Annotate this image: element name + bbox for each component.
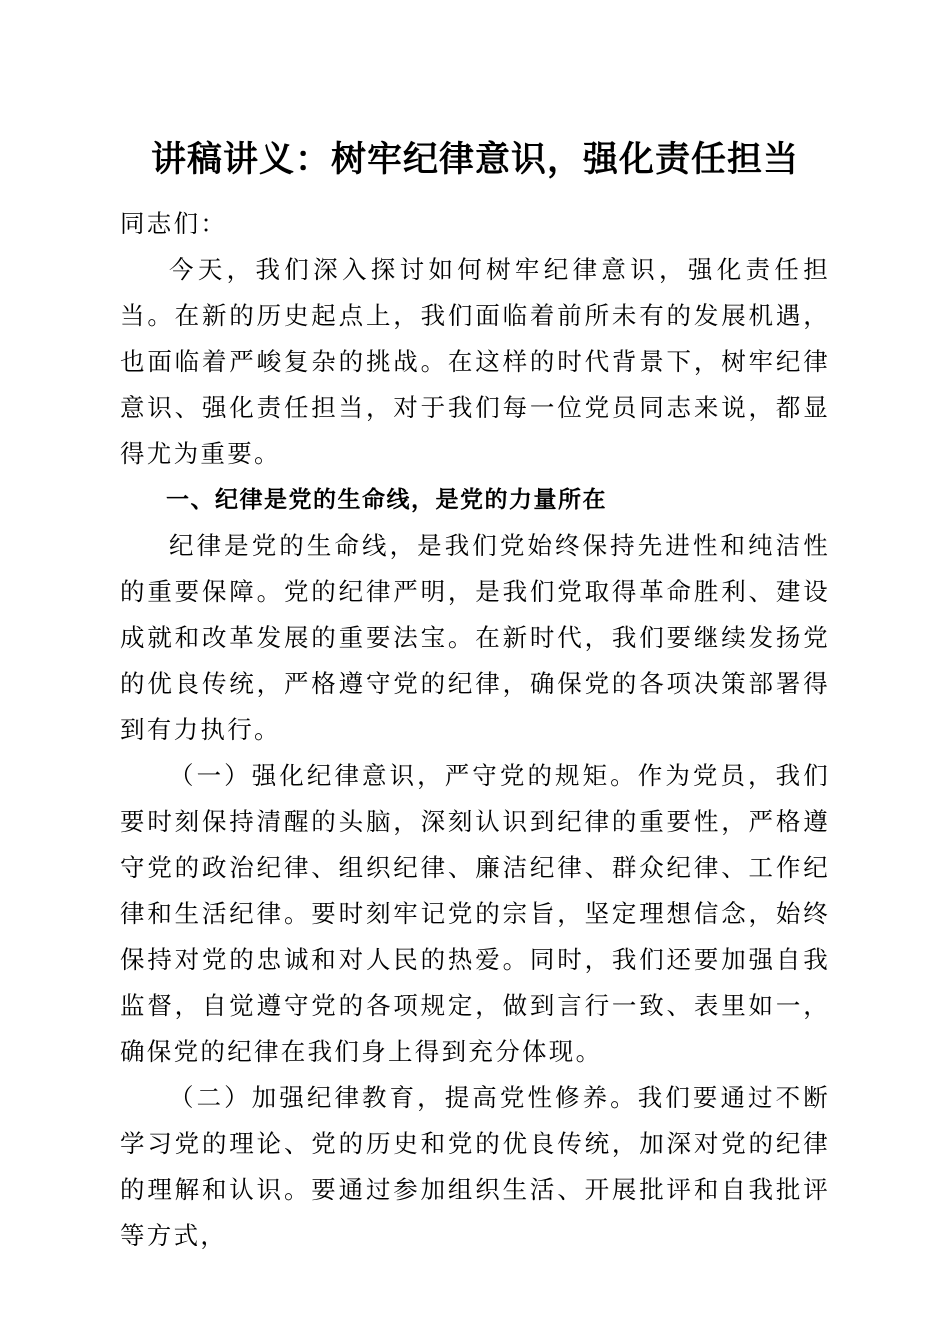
subsection-1-body: 作为党员，我们要时刻保持清醒的头脑，深刻认识到纪律的重要性，严格遵守党的政治纪律、组织纪律、廉洁纪律、群众纪律、工作纪律和生活纪律。要时刻牢记党的宗旨，坚定理想信念，始终保持对党的忠诚和对人民的热爱。同时，我们还要加强自我监督，自觉遵守党的各项规定，做到言行一致、表里如一，确保党的纪律在我们身上得到充分体现。 xyxy=(120,761,830,1066)
document-title: 讲稿讲义：树牢纪律意识，强化责任担当 xyxy=(150,139,799,180)
document-body xyxy=(120,201,830,1259)
subsection-1-lead: （一）强化纪律意识，严守党的规矩。 xyxy=(169,761,638,790)
section-heading-1: 一、纪律是党的生命线，是党的力量所在 xyxy=(166,487,607,513)
salutation: 同志们： xyxy=(120,209,228,238)
section1-paragraph: 纪律是党的生命线，是我们党始终保持先进性和纯洁性的重要保障。党的纪律严明，是我们党取得革命胜利、建设成就和改革发展的重要法宝。在新时代，我们要继续发扬党的优良传统，严格遵守党的纪律，确保党的各项决策部署得到有力执行。 xyxy=(120,531,830,744)
subsection-2-paragraph xyxy=(120,1075,830,1259)
intro-paragraph: 今天，我们深入探讨如何树牢纪律意识，强化责任担当。在新的历史起点上，我们面临着前所未有的发展机遇，也面临着严峻复杂的挑战。在这样的时代背景下，树牢纪律意识、强化责任担当，对于我们每一位党员同志来说，都显得尤为重要。 xyxy=(120,255,830,468)
subsection-2-lead: （二）加强纪律教育，提高党性修养。 xyxy=(169,1083,638,1112)
subsection-1-paragraph xyxy=(120,753,830,1075)
subsection-2-body: 我们要通过不断学习党的理论、党的历史和党的优良传统，加深对党的纪律的理解和认识。要通过参加组织生活、开展批评和自我批评等方式， xyxy=(120,1083,830,1250)
